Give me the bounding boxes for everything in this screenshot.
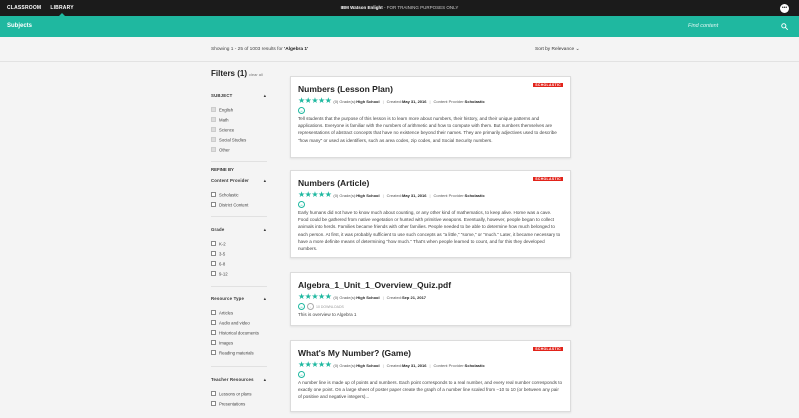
checkbox[interactable]: [211, 310, 216, 315]
refine-by-heading: REFINE BY: [211, 167, 234, 172]
rating-count: (0): [333, 98, 339, 104]
card-title[interactable]: Numbers (Lesson Plan): [298, 84, 393, 94]
checkbox[interactable]: [211, 401, 216, 406]
rating-stars-icon[interactable]: ★★★★★: [298, 96, 332, 105]
filter-option-label: English: [219, 107, 234, 113]
created-value: May 31, 2016: [402, 362, 427, 368]
meta-separator: |: [429, 362, 431, 368]
filter-option-label: Social Studies: [219, 137, 247, 143]
filter-option-label: Scholastic: [219, 192, 239, 198]
created-value: May 31, 2016: [402, 192, 427, 198]
nav-classroom[interactable]: CLASSROOM: [7, 5, 42, 11]
filter-heading-resource-type: Resource Type: [211, 296, 245, 301]
meta-separator: |: [382, 294, 384, 300]
result-card[interactable]: [290, 272, 571, 326]
filter-option-6-8[interactable]: [211, 261, 225, 268]
filter-section-teacher-resources[interactable]: [211, 377, 267, 382]
filter-heading-grade: Grade: [211, 227, 225, 232]
card-meta: [298, 97, 485, 105]
card-description: Early humans did not have to know much about counting, or any other kind of mathematics, to keep alive. Home was a cave. Food could be gathered from native vegetation or hunted with primitive weapons. Eventually, however, people began to collect animals into herds. Families became friends with other families. People needed to be able to determine how much belonged to each person. At first, it was probably sufficient to use such concepts as "a little," "some," or "much." Later, it became necessary to have a more definite means of determining "how much." That's when people learned to count, and for this they developed numbers.: [298, 210, 561, 252]
divider: [211, 216, 267, 217]
checkbox[interactable]: [211, 340, 216, 345]
divider: [211, 366, 267, 367]
filter-option-label: Images: [219, 340, 234, 346]
created-label: Created:: [386, 294, 403, 300]
filter-option-other[interactable]: [211, 147, 230, 154]
standards-icon[interactable]: ••: [298, 371, 305, 378]
filter-option-label: Presentations: [219, 401, 246, 407]
checkbox[interactable]: [211, 261, 216, 266]
rating-stars-icon[interactable]: ★★★★★: [298, 360, 332, 369]
nav-library[interactable]: LIBRARY: [50, 0, 73, 16]
checkbox[interactable]: [211, 330, 216, 335]
clear-all-link[interactable]: clear all: [249, 72, 263, 77]
card-description: This is overview to Algebra 1: [298, 312, 357, 317]
created-value: May 31, 2016: [402, 98, 427, 104]
card-title[interactable]: What's My Number? (Game): [298, 348, 412, 358]
filter-option-scholastic[interactable]: [211, 192, 239, 199]
filter-option-label: 9-12: [219, 271, 228, 277]
checkbox[interactable]: [211, 117, 216, 122]
meta-separator: |: [429, 98, 431, 104]
checkbox[interactable]: [211, 147, 216, 152]
grade-value: High School: [356, 192, 380, 198]
card-actions: [298, 201, 305, 208]
filter-option-math[interactable]: [211, 117, 229, 124]
filter-heading-teacher-resources: Teacher Resources: [211, 377, 254, 382]
card-meta: [298, 361, 485, 369]
card-description: A number line is made up of points and numbers. Each point corresponds to a real number, and every real number corresponds to exactly one point. On a large sheet of poster paper create the graph of a number line scaled from −10 to 10 (or between any pair of positive and negative integers)...: [298, 380, 563, 400]
results-count: [211, 37, 308, 62]
card-title[interactable]: Numbers (Article): [298, 178, 370, 188]
result-card[interactable]: [290, 340, 571, 412]
filter-section-subject[interactable]: [211, 93, 267, 98]
caret-up-icon: ▲: [262, 377, 267, 382]
meta-separator: |: [382, 362, 384, 368]
provider-value: Scholastic: [464, 362, 485, 368]
card-title[interactable]: Algebra_1_Unit_1_Overview_Quiz.pdf: [298, 280, 452, 290]
filter-option-articles[interactable]: [211, 310, 233, 317]
user-name: IBM Watson Enlight: [340, 5, 383, 10]
created-label: Created:: [386, 362, 403, 368]
caret-up-icon: ▲: [262, 93, 267, 98]
results-bar: [0, 37, 799, 62]
caret-up-icon: ▲: [262, 227, 267, 232]
filter-option-historical-documents[interactable]: [211, 330, 259, 337]
checkbox[interactable]: [211, 107, 216, 112]
rating-count: (0): [333, 362, 339, 368]
filter-option-label: 3-5: [219, 251, 226, 257]
filter-option-label: 6-8: [219, 261, 226, 267]
scholastic-logo: SCHOLASTIC: [535, 347, 561, 351]
provider-value: Scholastic: [464, 192, 485, 198]
filter-heading-subject: SUBJECT: [211, 93, 233, 98]
provider-label: Content Provider:: [433, 362, 465, 368]
checkbox[interactable]: [211, 137, 216, 142]
filter-option-label: Historical documents: [219, 330, 259, 336]
search-input[interactable]: Find content: [688, 23, 719, 29]
sort-dropdown[interactable]: [535, 37, 580, 62]
meta-separator: |: [382, 192, 384, 198]
grade-label: Grade(s):: [339, 192, 357, 198]
filter-option-label: Lessons or plans: [219, 391, 252, 397]
user-banner-suffix: - FOR TRAINING PURPOSES ONLY: [382, 5, 459, 10]
checkbox[interactable]: [211, 202, 216, 207]
result-card[interactable]: [290, 76, 571, 158]
filter-option-social-studies[interactable]: [211, 137, 246, 144]
rating-stars-icon[interactable]: ★★★★★: [298, 190, 332, 199]
checkbox[interactable]: [211, 251, 216, 256]
download-count: 10 DOWNLOADS: [316, 304, 344, 309]
results-count-prefix: Showing 1 - 25 of 1003 results for: [211, 47, 285, 52]
filter-option-label: Reading materials: [219, 350, 254, 356]
checkbox[interactable]: [211, 241, 216, 246]
filter-heading-content-provider: Content Provider: [211, 178, 250, 183]
rating-count: (0): [333, 294, 339, 300]
grade-value: High School: [356, 362, 380, 368]
rating-stars-icon[interactable]: ★★★★★: [298, 292, 332, 301]
created-label: Created:: [386, 98, 403, 104]
filter-option-presentations[interactable]: [211, 401, 245, 408]
grade-value: High School: [356, 294, 380, 300]
checkbox[interactable]: [211, 320, 216, 325]
filter-option-label: Science: [219, 127, 235, 133]
subjects-label[interactable]: Subjects: [7, 23, 33, 29]
checkbox[interactable]: [211, 127, 216, 132]
sort-label: Sort by Relevance: [535, 47, 575, 52]
filter-option-label: District Content: [219, 202, 249, 208]
standards-icon[interactable]: ••: [298, 201, 305, 208]
card-actions: [298, 371, 305, 378]
filter-option-label: K-2: [219, 241, 226, 247]
filter-option-reading-materials[interactable]: [211, 350, 254, 357]
results-query: 'Algebra 1': [284, 47, 309, 52]
caret-up-icon: ▲: [262, 178, 267, 183]
filter-section-resource-type[interactable]: [211, 296, 267, 301]
filter-option-label: Audio and video: [219, 320, 250, 326]
provider-label: Content Provider:: [433, 192, 465, 198]
provider-label: Content Provider:: [433, 98, 465, 104]
filters-title-text: Filters (1): [211, 69, 248, 78]
scholastic-logo: SCHOLASTIC: [535, 83, 561, 87]
standards-icon[interactable]: ••: [298, 107, 305, 114]
checkbox[interactable]: [211, 271, 216, 276]
chevron-down-icon: ⌄: [575, 47, 580, 52]
checkbox[interactable]: [211, 192, 216, 197]
filter-section-content-provider[interactable]: [211, 178, 267, 183]
scholastic-logo: SCHOLASTIC: [535, 177, 561, 181]
search-icon[interactable]: [781, 23, 788, 30]
filter-option-3-5[interactable]: [211, 251, 225, 258]
result-card[interactable]: [290, 170, 571, 258]
rating-count: (0): [333, 192, 339, 198]
created-label: Created:: [386, 192, 403, 198]
filter-option-district-content[interactable]: [211, 202, 248, 209]
filter-option-label: Math: [219, 117, 229, 123]
card-actions: [298, 107, 305, 114]
created-value: Sep 21, 2017: [402, 294, 427, 300]
filter-option-english[interactable]: [211, 107, 233, 114]
card-meta: [298, 293, 426, 301]
user-menu-icon[interactable]: •••: [781, 5, 788, 11]
grade-label: Grade(s):: [339, 98, 357, 104]
checkbox[interactable]: [211, 391, 216, 396]
meta-separator: |: [429, 192, 431, 198]
filters-title: [211, 69, 263, 78]
filter-option-images[interactable]: [211, 340, 233, 347]
download-icon[interactable]: ↓: [307, 303, 314, 310]
card-meta: [298, 191, 485, 199]
grade-value: High School: [356, 98, 380, 104]
card-actions: [298, 303, 344, 310]
checkbox[interactable]: [211, 350, 216, 355]
caret-up-icon: ▲: [262, 296, 267, 301]
filter-option-9-12[interactable]: [211, 271, 228, 278]
standards-icon[interactable]: ••: [298, 303, 305, 310]
user-banner: [0, 0, 799, 16]
filter-option-k-2[interactable]: [211, 241, 226, 248]
filter-option-science[interactable]: [211, 127, 234, 134]
card-description: Tell students that the purpose of this lesson is to learn more about numbers, their history, and their unique patterns and applications. Everyone is familiar with the numbers of arithmetic and how to compute with them. But numbers themselves are representations of abstract concepts that have no existence beyond their names. They are primarily adjectives used to describe "how many" or used as identifiers, such as area codes, zip codes, and Social Security numbers.: [298, 116, 557, 143]
grade-label: Grade(s):: [339, 362, 357, 368]
subjects-bar: [0, 16, 799, 37]
filter-section-grade[interactable]: [211, 227, 267, 232]
filter-option-label: Other: [219, 147, 230, 153]
provider-value: Scholastic: [464, 98, 485, 104]
top-bar: [0, 0, 799, 16]
grade-label: Grade(s):: [339, 294, 357, 300]
meta-separator: |: [382, 98, 384, 104]
divider: [211, 161, 267, 162]
filter-option-lessons-plans[interactable]: [211, 391, 252, 398]
divider: [211, 286, 267, 287]
filter-option-audio-video[interactable]: [211, 320, 250, 327]
filter-option-label: Articles: [219, 310, 234, 316]
